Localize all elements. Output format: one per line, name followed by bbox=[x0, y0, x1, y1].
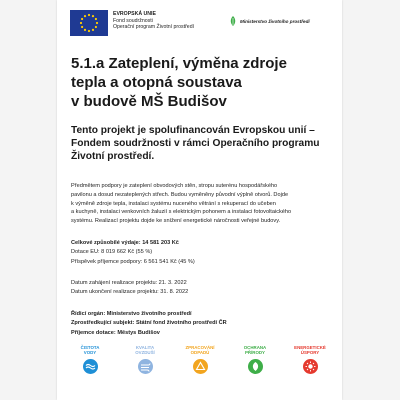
eu-logo-text bbox=[113, 11, 194, 31]
subtitle-line: Fondem soudržnosti v rámci Operačního programu bbox=[71, 138, 320, 150]
priority-label: ČISTOTA bbox=[80, 345, 100, 350]
water-icon bbox=[83, 359, 98, 374]
end-date: Datum ukončení realizace projektu: 31. 8. 2022 bbox=[71, 289, 189, 296]
priority-label: ÚSPORY bbox=[300, 350, 320, 356]
priority-waste bbox=[173, 345, 227, 374]
description-line: k výměně zdroje tepla, instalaci systému nuceného větrání s rekuperací do učeben bbox=[71, 200, 276, 207]
fund-name: Fond soudržnosti bbox=[113, 17, 153, 24]
priority-label: VODY bbox=[83, 350, 97, 356]
subsidy-recipient: Příjemce dotace: Městys Budišov bbox=[71, 329, 160, 336]
managing-authority: Řídicí orgán: Ministerstvo životního prostředí bbox=[71, 311, 192, 317]
priority-label: OVZDUŠÍ bbox=[135, 350, 155, 356]
description-line: systému. Realizací projektu dojde ke snížení energetické náročnosti veřejné budovy. bbox=[71, 218, 281, 225]
priority-label: PŘÍRODY bbox=[244, 350, 265, 356]
ministry-mark-icon bbox=[229, 16, 237, 26]
cofinancing-statement bbox=[71, 124, 333, 164]
title-line: 5.1.a Zateplení, výměna zdroje bbox=[71, 55, 287, 72]
priority-label: OCHRANA bbox=[243, 345, 267, 350]
project-dates bbox=[71, 279, 329, 298]
subtitle-line: Tento projekt je spolufinancován Evropskou unií – bbox=[71, 125, 315, 136]
priority-label: ZPRACOVÁNÍ bbox=[185, 345, 215, 350]
project-description bbox=[71, 182, 329, 226]
subtitle-line: Životní prostředí. bbox=[71, 151, 155, 163]
project-organizations bbox=[71, 310, 329, 338]
eu-subsidy: Dotace EU: 8 019 662 Kč (55 %) bbox=[71, 249, 153, 256]
ministry-name: Ministerstvo životního prostředí bbox=[240, 19, 310, 24]
priority-water bbox=[63, 345, 117, 374]
programme-name: Operační program Životní prostředí bbox=[113, 24, 195, 31]
priority-label: ODPADŮ bbox=[190, 350, 210, 356]
project-costs bbox=[71, 239, 329, 267]
total-eligible-costs: Celkové způsobilé výdaje: 14 581 203 Kč bbox=[71, 240, 179, 246]
air-icon bbox=[138, 359, 153, 374]
logo-header bbox=[57, 0, 342, 46]
start-date: Datum zahájení realizace projektu: 21. 3. 2022 bbox=[71, 280, 187, 286]
priority-axes-icons bbox=[63, 345, 336, 395]
waste-icon bbox=[193, 359, 208, 374]
project-title bbox=[71, 54, 331, 111]
title-line: tepla a otopná soustava bbox=[71, 74, 242, 91]
priority-label: KVALITA bbox=[135, 345, 155, 350]
nature-icon bbox=[248, 359, 263, 374]
description-line: Předmětem podpory je zateplení obvodových stěn, stropu suterénu hospodářského bbox=[71, 183, 278, 189]
title-line: v budově MŠ Budišov bbox=[71, 93, 227, 110]
energy-icon bbox=[303, 359, 318, 374]
eu-name: EVROPSKÁ UNIE bbox=[113, 11, 156, 17]
priority-label: ENERGETICKÉ bbox=[294, 345, 326, 350]
description-line: pavilonu a dosud nezateplených střech. Budou vyměněny původní výplně otvorů. Dojde bbox=[71, 191, 289, 198]
priority-nature bbox=[228, 345, 282, 374]
eu-flag-icon bbox=[70, 10, 108, 36]
publicity-poster bbox=[57, 0, 342, 400]
intermediate-body: Zprostředkující subjekt: Státní fond životního prostředí ČR bbox=[71, 320, 227, 327]
recipient-contribution: Příspěvek příjemce podpory: 6 561 541 Kč (45 %) bbox=[71, 258, 195, 265]
description-line: a kuchyně, instalaci venkovních žaluzií s elektrickým pohonem a instalaci fotovoltaického bbox=[71, 209, 292, 216]
priority-air bbox=[118, 345, 172, 374]
priority-energy bbox=[283, 345, 337, 374]
